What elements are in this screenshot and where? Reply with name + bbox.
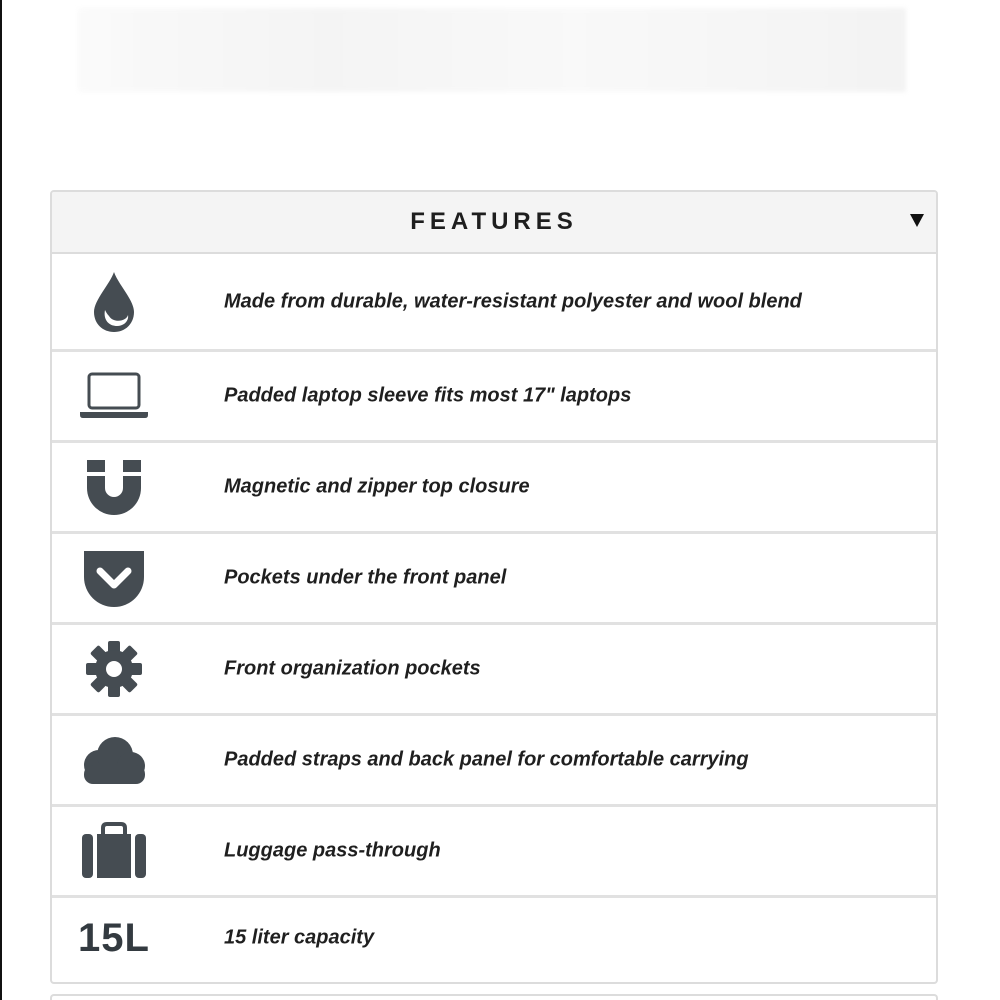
feature-text: Pockets under the front panel [224, 566, 507, 589]
gear-icon [78, 637, 150, 701]
laptop-icon [78, 364, 150, 428]
feature-text: Padded laptop sleeve fits most 17" laptops [224, 384, 632, 407]
feature-row-padded-straps [52, 716, 936, 807]
features-title: FEATURES [410, 208, 578, 235]
water-drop-icon [78, 270, 150, 334]
feature-text: Made from durable, water-resistant polyester and wool blend [224, 290, 802, 312]
feature-text: Padded straps and back panel for comfortable carrying [224, 748, 749, 771]
left-border [0, 0, 2, 1000]
feature-row-luggage [52, 807, 936, 898]
capacity-label [78, 906, 150, 970]
next-panel-edge [50, 994, 938, 1000]
capacity-value: 15L [78, 915, 150, 960]
feature-row-front-pockets [52, 534, 936, 625]
feature-row-laptop-sleeve [52, 352, 936, 443]
feature-text: 15 liter capacity [224, 926, 375, 949]
feature-row-water-resistant [52, 254, 936, 352]
cloud-icon [78, 728, 150, 792]
feature-text: Luggage pass-through [224, 839, 441, 862]
briefcase-icon [78, 819, 150, 883]
feature-text: Magnetic and zipper top closure [224, 475, 530, 498]
features-panel [50, 190, 938, 984]
feature-text: Front organization pockets [224, 657, 481, 680]
feature-row-closure [52, 443, 936, 534]
feature-row-organization [52, 625, 936, 716]
pocket-icon [78, 546, 150, 610]
magnet-icon [78, 455, 150, 519]
caret-down-icon[interactable] [910, 214, 924, 227]
features-accordion-header[interactable] [52, 192, 936, 254]
feature-row-capacity [52, 898, 936, 978]
blurred-top-banner [78, 8, 906, 92]
